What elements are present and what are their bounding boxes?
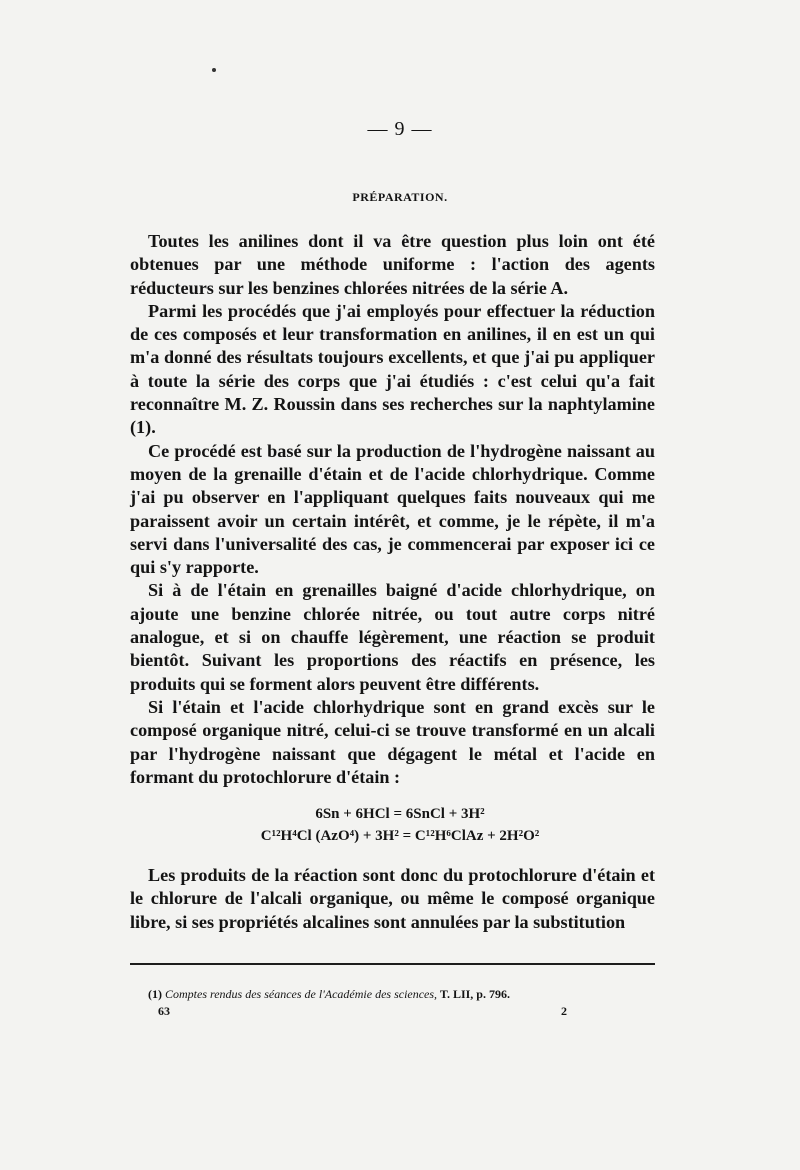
paragraph: Toutes les anilines dont il va être question plus loin ont été obtenues par une méthode uniforme : l'action des agents réducteurs sur les benzines chlorées nitrées de la série A.: [130, 231, 655, 298]
paragraph: Parmi les procédés que j'ai employés pour effectuer la réduction de ces composés et leur transformation en anilines, il en est un qui m'a donné des résultats toujours excellents, et que j'ai pu appliquer à toute la série des corps que j'ai étudiés : c'est celui qu'a fait reconnaître M. Z. Roussin dans ses recherches sur la naphtylamine (1).: [130, 300, 655, 438]
main-text: [130, 230, 655, 789]
footnote: [148, 987, 510, 1002]
equation: 6Sn + 6HCl = 6SnCl + 3H²: [315, 806, 485, 822]
equation: C¹²H⁴Cl (AzO⁴) + 3H² = C¹²H⁶ClAz + 2H²O²: [260, 828, 540, 844]
paragraph: Si à de l'étain en grenailles baigné d'acide chlorhydrique, on ajoute une benzine chlorée nitrée, ou tout autre corps nitré analogue, et si on chauffe légèrement, une réaction se produit bientôt. Suivant les proportions des réactifs en présence, les produits qui se forment alors peuvent être différents.: [130, 580, 655, 694]
section-heading: PRÉPARATION.: [352, 190, 448, 204]
equations: [0, 803, 800, 847]
ink-speck: [212, 68, 216, 72]
signature-mark-left: 63: [158, 1004, 170, 1018]
footnote-text: Comptes rendus des séances de l'Académie des sciences,: [165, 987, 438, 1001]
paragraph: Si l'étain et l'acide chlorhydrique sont en grand excès sur le composé organique nitré, celui-ci se trouve transformé en un alcali par l'hydrogène naissant que dégagent le métal et l'acide en formant du protochlorure d'étain :: [130, 696, 655, 787]
footnote-reference: T. LII, p. 796.: [439, 987, 510, 1001]
footnote-divider: [130, 963, 655, 965]
paragraph: Ce procédé est basé sur la production de l'hydrogène naissant au moyen de la grenaille d'étain et de l'acide chlorhydrique. Comme j'ai pu observer en l'appliquant quelques faits nouveaux qui me paraissent avoir un certain intérêt, et comme, je le répète, il m'a servi dans l'universalité des cas, je commencerai par exposer ici ce qui s'y rapporte.: [130, 440, 655, 578]
page-number: — 9 —: [367, 118, 433, 140]
signature-mark-right: 2: [561, 1004, 567, 1018]
closing-text: [130, 864, 655, 934]
paragraph: Les produits de la réaction sont donc du protochlorure d'étain et le chlorure de l'alcali organique, ou même le composé organique libre, si ses propriétés alcalines sont annulées par la substitution: [130, 865, 655, 932]
footnote-marker: (1): [148, 987, 162, 1001]
